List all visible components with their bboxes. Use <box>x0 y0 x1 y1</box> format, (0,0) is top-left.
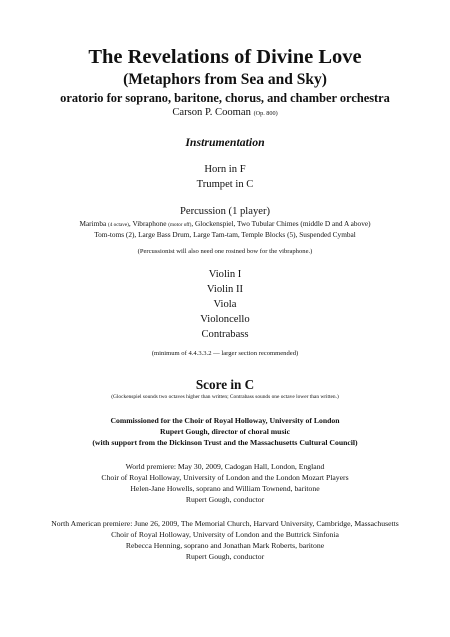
na-premiere-block <box>0 518 450 562</box>
commission-line-3: (with support from the Dickinson Trust and the Massachusetts Cultural Council) <box>92 437 358 447</box>
commission-line-2: Rupert Gough, director of choral music <box>160 426 290 436</box>
percussion-annotation: (motor off) <box>168 222 192 229</box>
percussion-list-line-1 <box>0 219 450 230</box>
world-premiere-line-2: Choir of Royal Holloway, University of London and the London Mozart Players <box>101 472 349 482</box>
world-premiere-block <box>0 461 450 505</box>
work-description: oratorio for soprano, baritone, chorus, and chamber orchestra <box>60 91 390 106</box>
instrumentation-heading: Instrumentation <box>185 134 265 149</box>
percussion-note: (Percussionist will also need one rosined bow for the vibraphone.) <box>137 248 313 256</box>
instrument-viola: Viola <box>213 299 237 311</box>
instrument-horn: Horn in F <box>204 164 246 176</box>
strings-list <box>0 267 450 358</box>
percussion-text: , Glockenspiel, Two Tubular Chimes (middle D and A above) <box>191 219 371 229</box>
percussion-heading: Percussion (1 player) <box>179 206 271 218</box>
score-transposition-note: (Glockenspiel sounds two octaves higher than written; Contrabass sounds one octave lower than written.) <box>111 393 339 400</box>
na-premiere-line-3: Rebecca Henning, soprano and Jonathan Mark Roberts, baritone <box>125 540 325 550</box>
na-premiere-line-4: Rupert Gough, conductor <box>185 551 265 561</box>
percussion-text: , Vibraphone <box>128 219 169 229</box>
composer-line <box>0 107 450 119</box>
commission-block <box>0 415 450 448</box>
commission-line-1: Commissioned for the Choir of Royal Holloway, University of London <box>110 415 340 425</box>
instrument-violoncello: Violoncello <box>200 314 250 326</box>
percussion-section <box>0 204 450 256</box>
na-premiere-line-2: Choir of Royal Holloway, University of London and the Buttrick Sinfonia <box>111 529 339 539</box>
percussion-text: Marimba <box>79 219 109 229</box>
instrument-trumpet: Trumpet in C <box>196 179 254 191</box>
brass-list <box>0 162 450 192</box>
na-premiere-line-1: North American premiere: June 26, 2009, The Memorial Church, Harvard University, Cambridge, Massachusetts <box>51 518 399 528</box>
instrument-violin-1: Violin I <box>208 269 242 281</box>
world-premiere-line-1: World premiere: May 30, 2009, Cadogan Hall, London, England <box>125 461 325 471</box>
instrument-contrabass: Contrabass <box>201 329 249 341</box>
world-premiere-line-4: Rupert Gough, conductor <box>185 494 265 504</box>
strings-note: (minimum of 4.4.3.3.2 — larger section recommended) <box>151 350 299 358</box>
world-premiere-line-3: Helen-Jane Howells, soprano and William Townend, baritone <box>130 483 320 493</box>
instrument-violin-2: Violin II <box>206 284 244 296</box>
score-heading: Score in C <box>195 377 255 393</box>
work-subtitle: (Metaphors from Sea and Sky) <box>123 70 327 88</box>
work-title: The Revelations of Divine Love <box>88 46 362 68</box>
opus-number: (Op. 800) <box>253 109 278 117</box>
percussion-annotation: (4 octave) <box>108 222 129 229</box>
composer-name: Carson P. Cooman <box>172 106 251 118</box>
percussion-list-line-2: Tom-toms (2), Large Bass Drum, Large Tam-tam, Temple Blocks (5), Suspended Cymbal <box>94 230 356 240</box>
